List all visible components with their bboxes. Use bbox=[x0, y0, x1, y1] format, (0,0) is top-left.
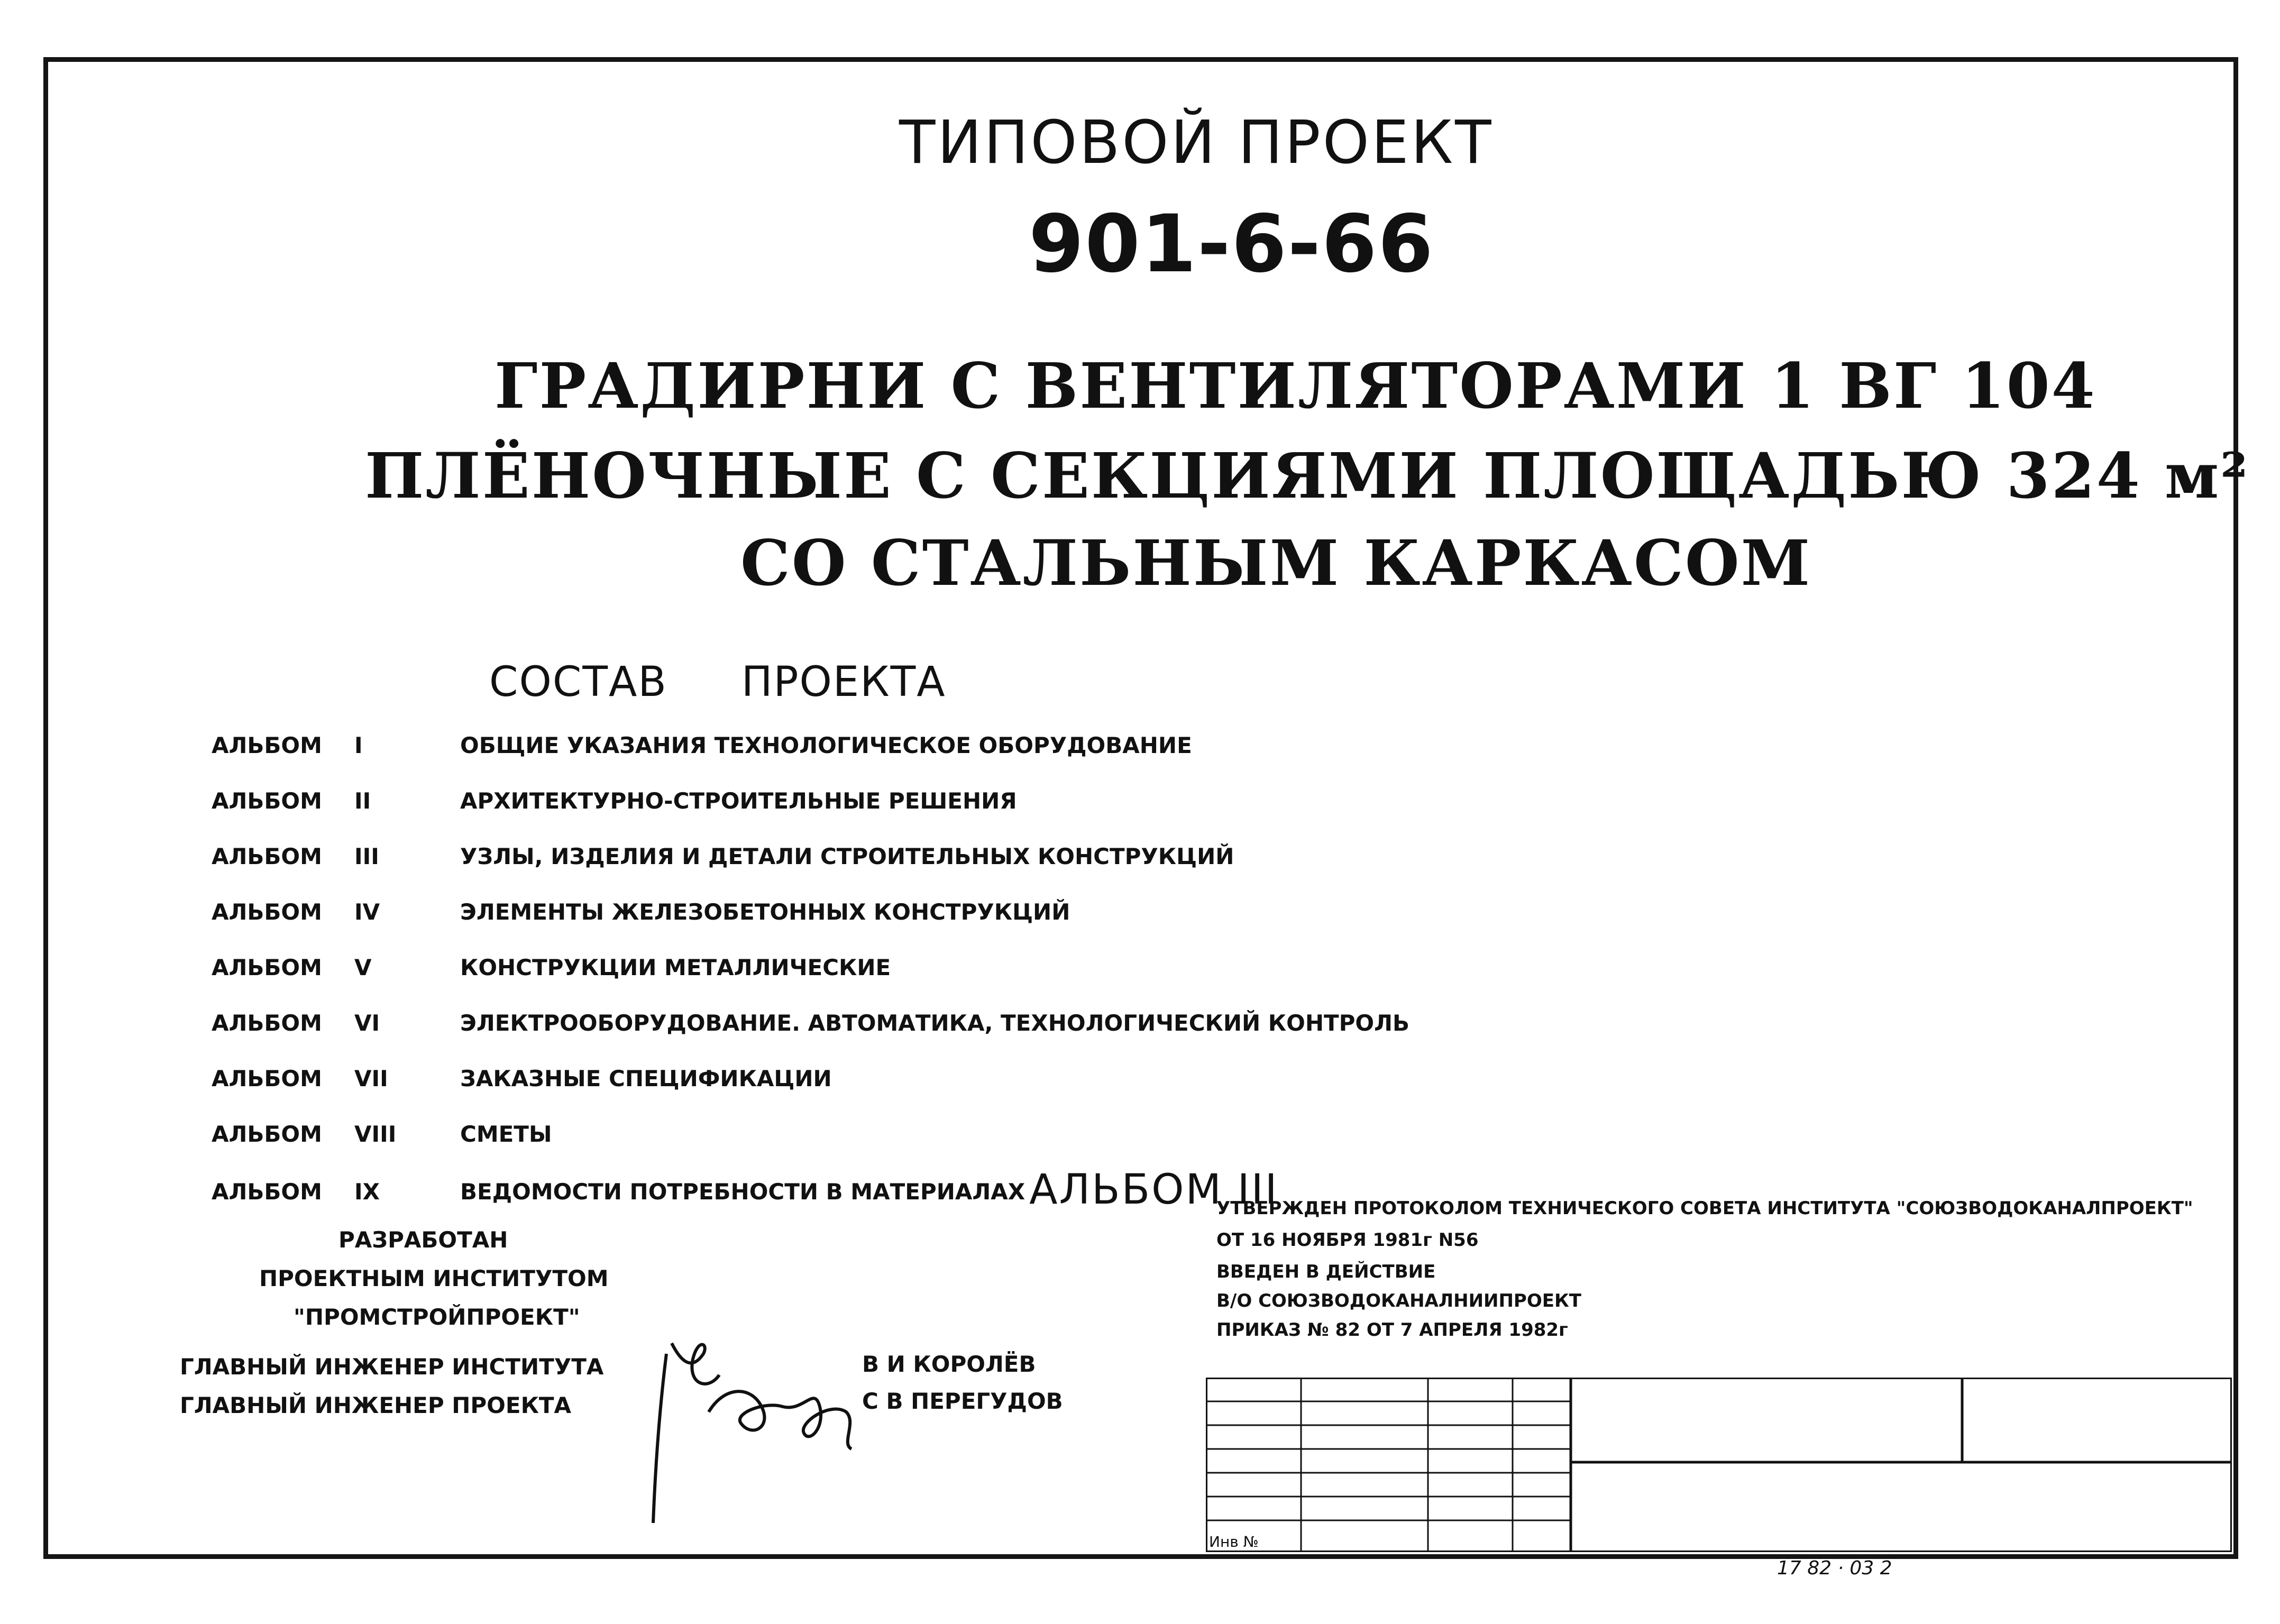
album-description: СМЕТЫ bbox=[460, 1121, 552, 1147]
chief-engineer-project-role: ГЛАВНЫЙ ИНЖЕНЕР ПРОЕКТА bbox=[180, 1392, 572, 1418]
album-number: VII bbox=[354, 1066, 388, 1091]
approval-line-1: УТВЕРЖДЕН ПРОТОКОЛОМ ТЕХНИЧЕСКОГО СОВЕТА ИНСТИТУТА "СОЮЗВОДОКАНАЛПРОЕКТ" bbox=[1216, 1198, 2193, 1219]
album-description: ЭЛЕКТРООБОРУДОВАНИЕ. АВТОМАТИКА, ТЕХНОЛОГИЧЕСКИЙ КОНТРОЛЬ bbox=[460, 1010, 1410, 1036]
handwritten-signature bbox=[645, 1322, 867, 1534]
approval-line-5: ПРИКАЗ № 82 ОТ 7 АПРЕЛЯ 1982г bbox=[1216, 1319, 1568, 1341]
album-row bbox=[212, 955, 891, 980]
album-number: V bbox=[354, 955, 372, 980]
chief-engineer-institute-name: В И КОРОЛЁВ bbox=[862, 1351, 1036, 1377]
album-row bbox=[212, 788, 1017, 814]
title-line-3: СО СТАЛЬНЫМ КАРКАСОМ bbox=[740, 526, 1812, 600]
developer-line-2: ПРОЕКТНЫМ ИНСТИТУТОМ bbox=[259, 1265, 609, 1291]
album-row bbox=[212, 1121, 552, 1147]
composition-heading-word-2: ПРОЕКТА bbox=[741, 658, 946, 706]
album-number: IX bbox=[354, 1179, 380, 1205]
composition-heading bbox=[489, 658, 946, 706]
album-label: АЛЬБОМ bbox=[212, 955, 322, 980]
album-label: АЛЬБОМ bbox=[212, 1010, 322, 1036]
document-number: 901-6-66 bbox=[1029, 198, 1434, 290]
title-line-2: ПЛЁНОЧНЫЕ С СЕКЦИЯМИ ПЛОЩАДЬЮ 324 м² bbox=[365, 439, 2250, 512]
chief-engineer-institute-role: ГЛАВНЫЙ ИНЖЕНЕР ИНСТИТУТА bbox=[180, 1354, 604, 1380]
stamp-corner-text: Инв № bbox=[1209, 1533, 1259, 1550]
album-row bbox=[212, 843, 1234, 869]
developer-institute-name: "ПРОМСТРОЙПРОЕКТ" bbox=[294, 1304, 580, 1330]
album-number: II bbox=[354, 788, 371, 814]
title-block-stamp bbox=[1206, 1378, 2232, 1552]
developer-line-1: РАЗРАБОТАН bbox=[338, 1227, 508, 1253]
album-label: АЛЬБОМ bbox=[212, 1121, 322, 1147]
album-number: IV bbox=[354, 899, 380, 925]
composition-heading-word-1: СОСТАВ bbox=[489, 658, 667, 706]
album-cross-reference: АЛЬБОМ III bbox=[1029, 1166, 1279, 1214]
album-row bbox=[212, 732, 1192, 758]
album-number: I bbox=[354, 732, 363, 758]
album-description: ВЕДОМОСТИ ПОТРЕБНОСТИ В МАТЕРИАЛАХ bbox=[460, 1179, 1025, 1205]
album-row bbox=[212, 1066, 832, 1091]
album-description: ЭЛЕМЕНТЫ ЖЕЛЕЗОБЕТОННЫХ КОНСТРУКЦИЙ bbox=[460, 899, 1070, 925]
album-row bbox=[212, 1010, 1409, 1036]
album-number: VI bbox=[354, 1010, 380, 1036]
album-number: VIII bbox=[354, 1121, 397, 1147]
album-description: УЗЛЫ, ИЗДЕЛИЯ И ДЕТАЛИ СТРОИТЕЛЬНЫХ КОНСТРУКЦИЙ bbox=[460, 843, 1234, 869]
album-number: III bbox=[354, 843, 379, 869]
album-label: АЛЬБОМ bbox=[212, 843, 322, 869]
approval-line-2: ОТ 16 НОЯБРЯ 1981г N56 bbox=[1216, 1230, 1479, 1251]
album-description: АРХИТЕКТУРНО-СТРОИТЕЛЬНЫЕ РЕШЕНИЯ bbox=[460, 788, 1017, 814]
album-description: ОБЩИЕ УКАЗАНИЯ ТЕХНОЛОГИЧЕСКОЕ ОБОРУДОВАНИЕ bbox=[460, 732, 1192, 758]
document-type-heading: ТИПОВОЙ ПРОЕКТ bbox=[899, 108, 1494, 177]
title-line-1: ГРАДИРНИ С ВЕНТИЛЯТОРАМИ 1 ВГ 104 bbox=[495, 349, 2096, 423]
album-label: АЛЬБОМ bbox=[212, 899, 322, 925]
album-label: АЛЬБОМ bbox=[212, 788, 322, 814]
document-code: 17 82 · 03 2 bbox=[1777, 1557, 1892, 1579]
album-label: АЛЬБОМ bbox=[212, 1066, 322, 1091]
album-label: АЛЬБОМ bbox=[212, 732, 322, 758]
album-row bbox=[212, 1166, 1279, 1214]
album-description: КОНСТРУКЦИИ МЕТАЛЛИЧЕСКИЕ bbox=[460, 955, 891, 980]
chief-engineer-project-name: С В ПЕРЕГУДОВ bbox=[862, 1388, 1063, 1414]
approval-line-4: В/О СОЮЗВОДОКАНАЛНИИПРОЕКТ bbox=[1216, 1290, 1581, 1311]
album-description: ЗАКАЗНЫЕ СПЕЦИФИКАЦИИ bbox=[460, 1066, 832, 1091]
album-label: АЛЬБОМ bbox=[212, 1179, 322, 1205]
approval-line-3: ВВЕДЕН В ДЕЙСТВИЕ bbox=[1216, 1261, 1436, 1282]
album-row bbox=[212, 899, 1070, 925]
